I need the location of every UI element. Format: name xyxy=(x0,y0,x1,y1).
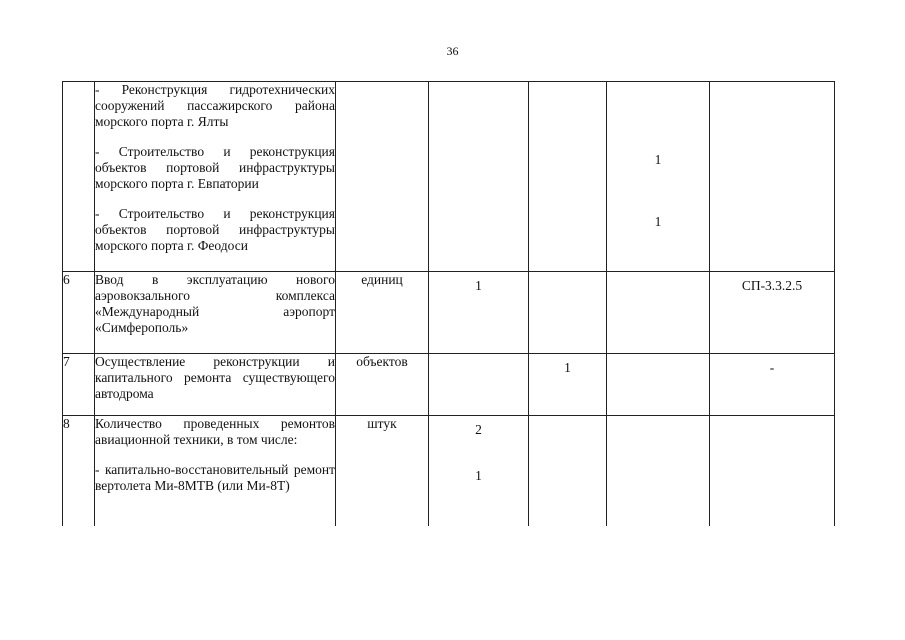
value-text: 1 xyxy=(654,214,662,229)
table-row-8 xyxy=(63,416,835,526)
list-item: - Строительство и реконструкция объектов портовой инфраструктуры морского порта г. Феодоси xyxy=(95,206,335,253)
reference-cell xyxy=(710,416,835,526)
row-number: 7 xyxy=(63,354,95,416)
table-row-6 xyxy=(63,272,835,354)
table-row-7 xyxy=(63,354,835,416)
value-cell xyxy=(429,354,529,416)
value-cell xyxy=(607,416,710,526)
reference-cell xyxy=(710,82,835,272)
list-item: - капитально-восстановительный ремонт вертолета Ми-8МТВ (или Ми-8Т) xyxy=(95,462,335,493)
row-description: Ввод в эксплуатацию нового аэровокзального комплекса «Международный аэропорт «Симферополь» xyxy=(95,272,336,354)
row-description: Осуществление реконструкции и капитального ремонта существующего автодрома xyxy=(95,354,336,416)
value-cell xyxy=(429,82,529,272)
value-cell xyxy=(607,272,710,354)
row-number: 8 xyxy=(63,416,95,526)
reference-text: СП-3.3.2.5 xyxy=(710,272,835,354)
unit-text: штук xyxy=(336,416,429,526)
table-row-continuation xyxy=(63,82,835,272)
row-description-cell xyxy=(95,416,336,526)
value-cell xyxy=(529,272,607,354)
row-number: 6 xyxy=(63,272,95,354)
reference-text: - xyxy=(710,354,835,416)
value-text: 2 xyxy=(475,422,482,437)
row-description: Количество проведенных ремонтов авиационной техники, в том числе: xyxy=(95,416,335,447)
plan-table xyxy=(62,81,835,526)
value-text: 1 xyxy=(654,152,662,167)
value-text: 1 xyxy=(475,468,482,483)
list-item: - Реконструкция гидротехнических сооружений пассажирского района морского порта г. Ялты xyxy=(95,82,335,129)
value-cell xyxy=(529,416,607,526)
value-cell xyxy=(607,354,710,416)
unit-text: объектов xyxy=(336,354,429,416)
value-text: 1 xyxy=(529,354,607,416)
value-cell xyxy=(429,416,529,526)
unit-text: единиц xyxy=(336,272,429,354)
value-cell xyxy=(529,82,607,272)
row-number-cell xyxy=(63,82,95,272)
page-number: 36 xyxy=(446,44,459,58)
value-cell xyxy=(607,82,710,272)
row-description-cell xyxy=(95,82,336,272)
value-text: 1 xyxy=(429,272,529,354)
unit-cell xyxy=(336,82,429,272)
list-item: - Строительство и реконструкция объектов портовой инфраструктуры морского порта г. Евпатории xyxy=(95,144,335,191)
